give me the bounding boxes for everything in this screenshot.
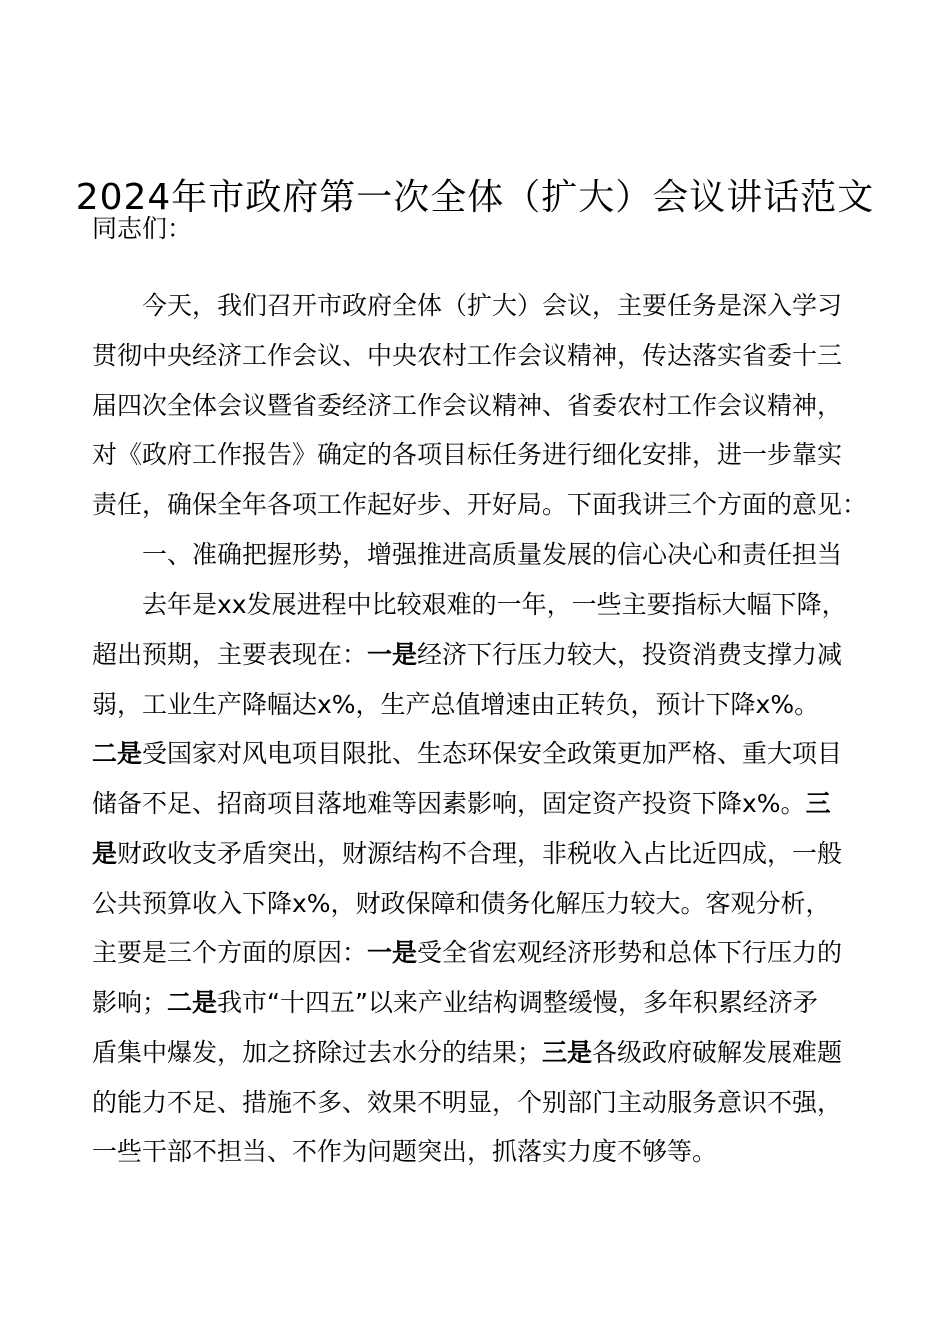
paragraph-line xyxy=(92,339,882,373)
text-segment: 一、准确把握形势，增强推进高质量发展的信心决心和责任担当 xyxy=(142,540,843,569)
bold-marker: 二是 xyxy=(167,988,218,1017)
bold-marker: 三是 xyxy=(542,1038,593,1067)
paragraph-line xyxy=(92,1036,882,1070)
text-segment: 主要是三个方面的原因： xyxy=(92,938,368,967)
paragraph-line xyxy=(92,787,882,821)
text-segment: 责任，确保全年各项工作起好步、开好局。下面我讲三个方面的意见： xyxy=(92,490,868,519)
bold-marker: 三 xyxy=(805,789,831,818)
paragraph-line xyxy=(92,438,882,472)
section-heading xyxy=(142,538,932,572)
bold-marker: 二是 xyxy=(92,739,143,768)
paragraph-line xyxy=(142,588,932,622)
text-segment: 弱，工业生产降幅达x%，生产总值增速由正转负，预计下降x%。 xyxy=(92,690,820,719)
text-segment: 受全省宏观经济形势和总体下行压力的 xyxy=(417,938,843,967)
paragraph-line xyxy=(92,837,882,871)
text-segment: 去年是xx发展进程中比较艰难的一年，一些主要指标大幅下降， xyxy=(142,590,847,619)
text-segment: 同志们： xyxy=(92,214,193,243)
text-segment: 一些干部不担当、不作为问题突出，抓落实力度不够等。 xyxy=(92,1137,718,1166)
text-segment: 届四次全体会议暨省委经济工作会议精神、省委农村工作会议精神， xyxy=(92,391,843,420)
text-segment: 公共预算收入下降x%，财政保障和债务化解压力较大。客观分析， xyxy=(92,889,831,918)
text-segment: 超出预期，主要表现在： xyxy=(92,640,368,669)
text-segment: 对《政府工作报告》确定的各项目标任务进行细化安排，进一步靠实 xyxy=(92,440,843,469)
bold-marker: 是 xyxy=(92,839,118,868)
paragraph-line xyxy=(92,1086,882,1120)
paragraph-line xyxy=(92,737,882,771)
paragraph-line xyxy=(92,488,882,522)
paragraph-line xyxy=(92,887,882,921)
text-segment: 经济下行压力较大，投资消费支撑力减 xyxy=(417,640,843,669)
paragraph-line xyxy=(92,986,882,1020)
text-segment: 财政收支矛盾突出，财源结构不合理，非税收入占比近四成，一般 xyxy=(117,839,843,868)
text-segment: 的能力不足、措施不多、效果不明显，个别部门主动服务意识不强， xyxy=(92,1088,843,1117)
text-segment: 各级政府破解发展难题 xyxy=(592,1038,843,1067)
paragraph-line xyxy=(92,1135,882,1169)
text-segment: 我市“十四五”以来产业结构调整缓慢，多年积累经济矛 xyxy=(217,988,818,1017)
paragraph-line xyxy=(92,389,882,423)
bold-marker: 一是 xyxy=(367,938,418,967)
text-segment: 影响； xyxy=(92,988,168,1017)
paragraph-line xyxy=(142,289,932,323)
text-segment: 储备不足、招商项目落地难等因素影响，固定资产投资下降x%。 xyxy=(92,789,806,818)
text-segment: 受国家对风电项目限批、生态环保安全政策更加严格、重大项目 xyxy=(142,739,843,768)
salutation xyxy=(92,212,882,246)
document-title: 2024年市政府第一次全体（扩大）会议讲话范文 xyxy=(75,177,875,218)
paragraph-line xyxy=(92,936,882,970)
paragraph-line xyxy=(92,638,882,672)
paragraph-line xyxy=(92,688,882,722)
bold-marker: 一是 xyxy=(367,640,418,669)
text-segment: 盾集中爆发，加之挤除过去水分的结果； xyxy=(92,1038,543,1067)
text-segment: 今天，我们召开市政府全体（扩大）会议，主要任务是深入学习 xyxy=(142,291,843,320)
text-segment: 贯彻中央经济工作会议、中央农村工作会议精神，传达落实省委十三 xyxy=(92,341,843,370)
